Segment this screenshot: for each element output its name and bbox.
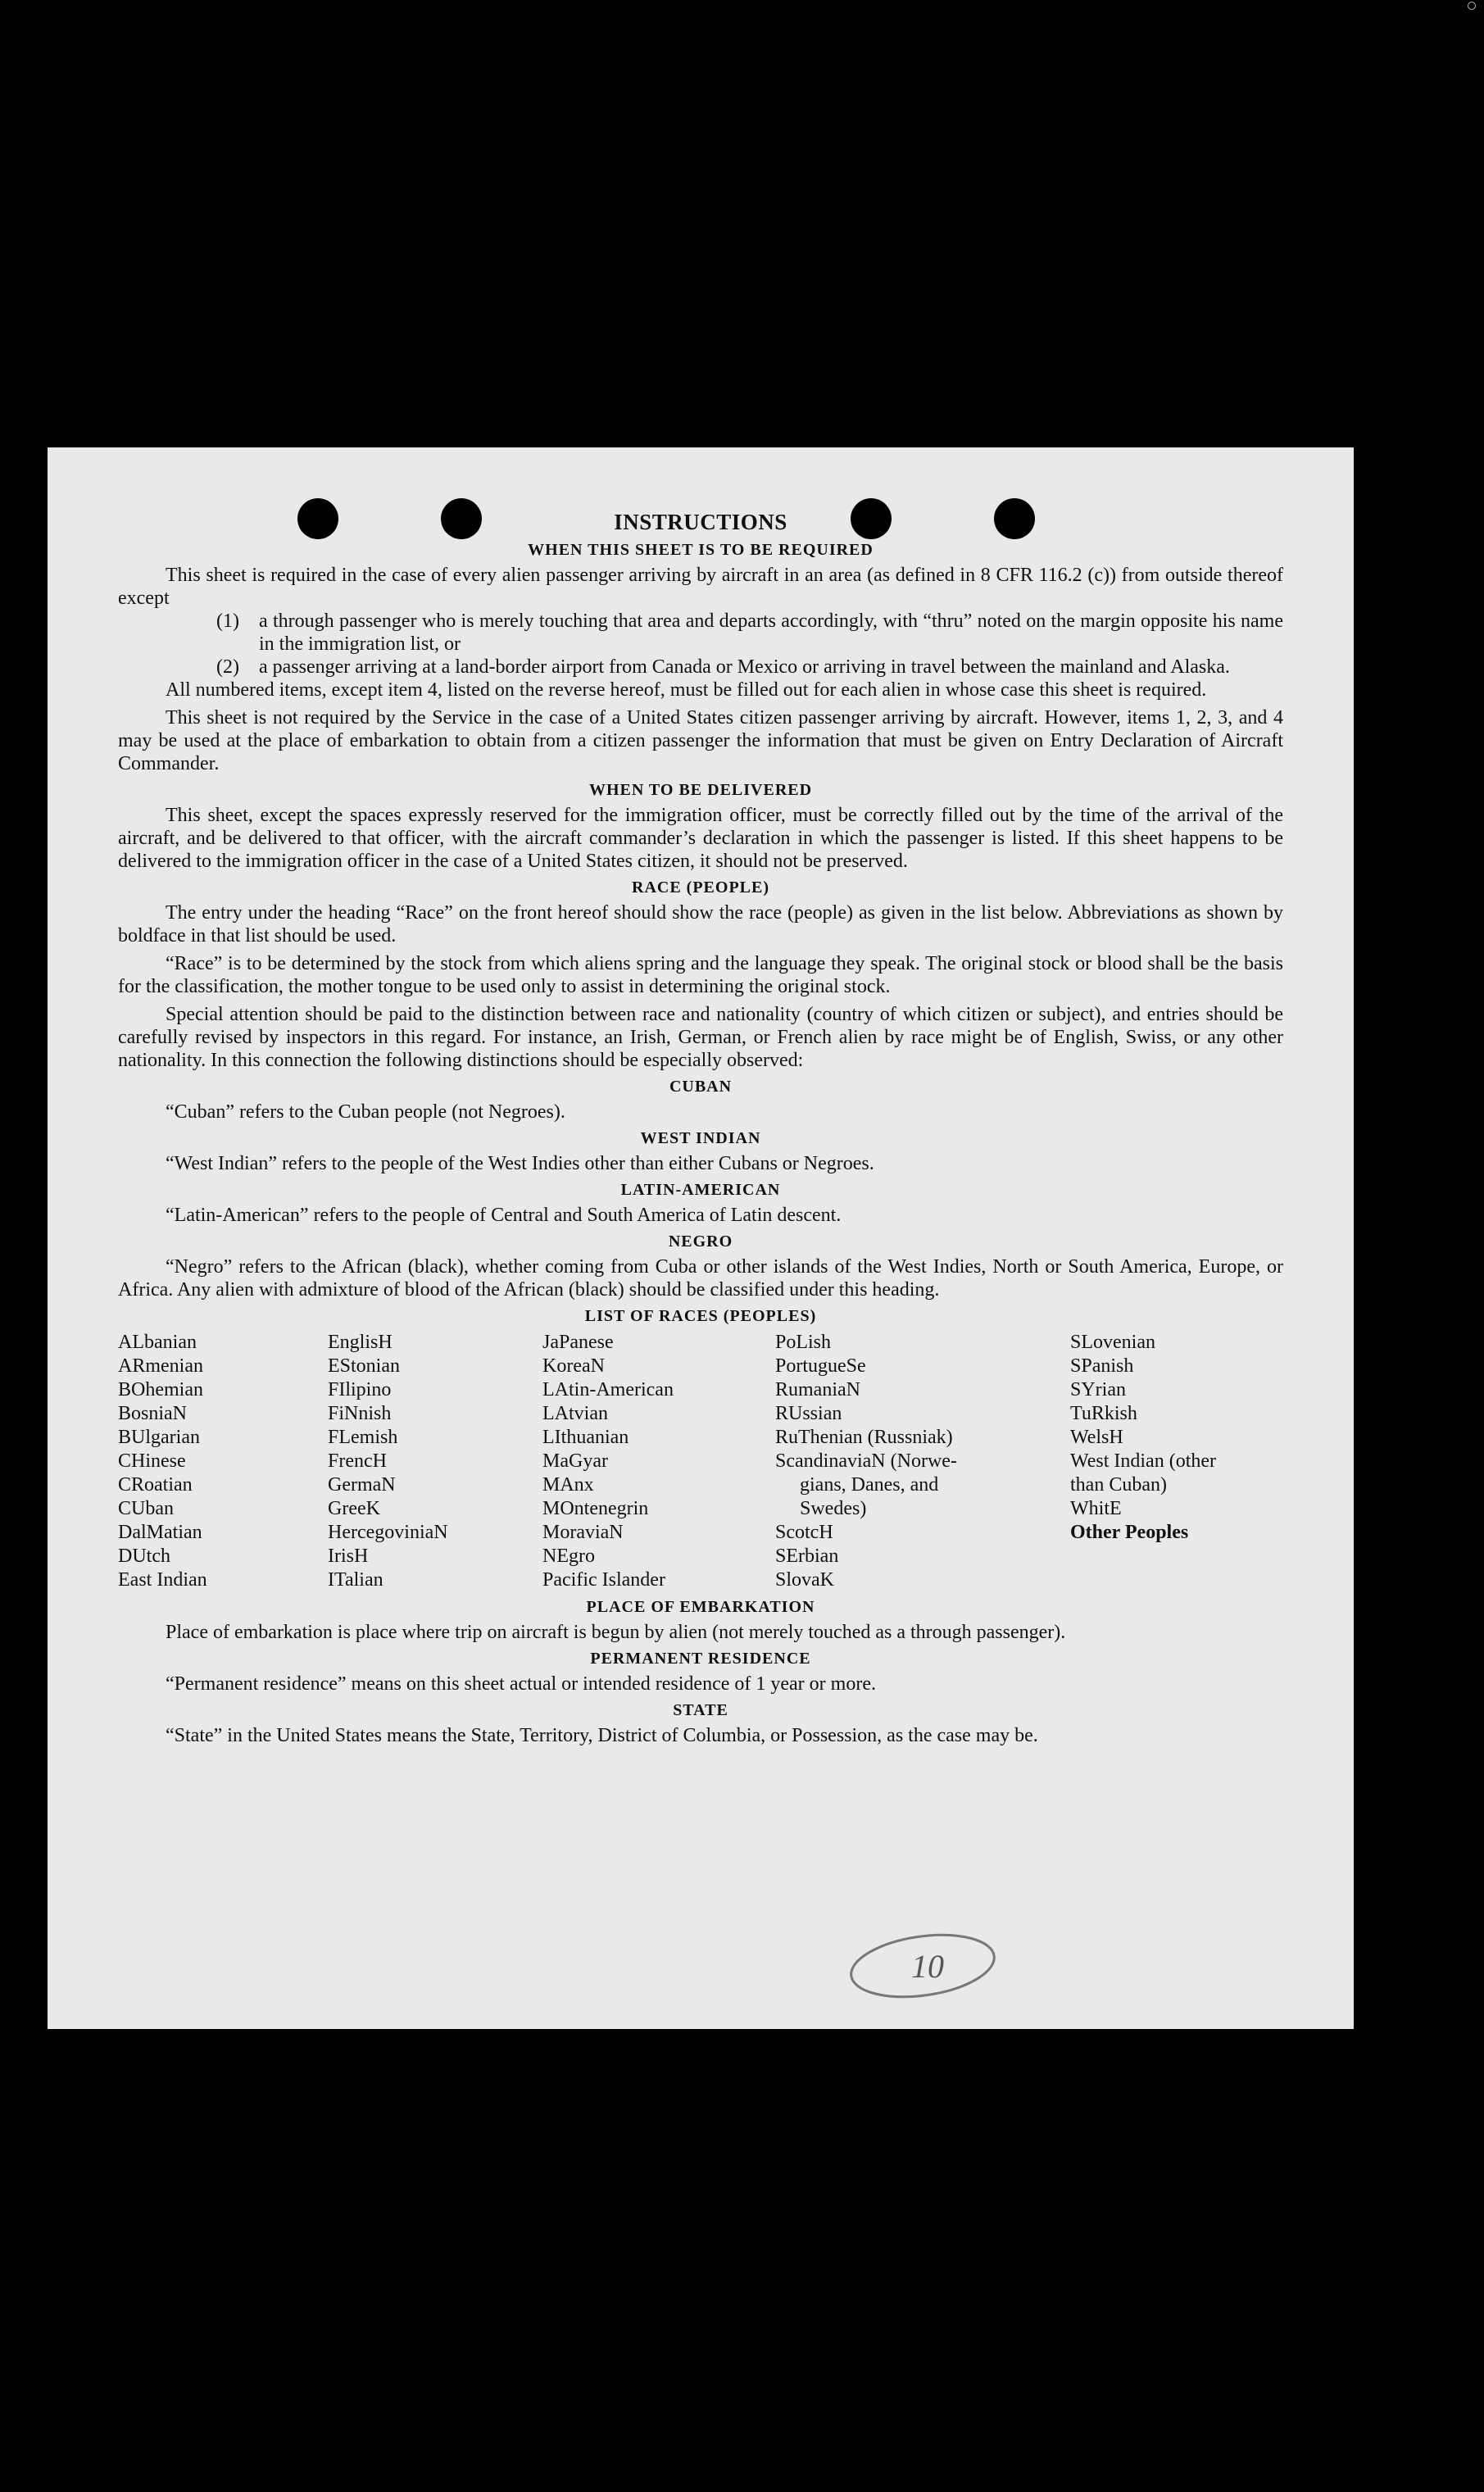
race-entry: FIlipino xyxy=(328,1379,392,1400)
item-text: a through passenger who is merely touching that area and departs accordingly, with “thru” noted on the margin opposite his name in the immigration list, or xyxy=(259,611,1283,655)
heading-race: RACE (PEOPLE) xyxy=(632,878,769,896)
item-number: (2) xyxy=(216,656,239,678)
paragraph: “Race” is to be determined by the stock from which aliens spring and the language they speak. The original stock or blood shall be the basis for the classification, the mother tongue to be used only to assist in determining the original stock. xyxy=(118,953,1283,997)
race-entry: RUssian xyxy=(775,1403,842,1424)
heading-when-delivered: WHEN TO BE DELIVERED xyxy=(588,781,813,799)
punch-hole xyxy=(851,498,892,539)
race-entry: WhitE xyxy=(1070,1498,1122,1519)
race-entry: West Indian (other xyxy=(1070,1450,1217,1472)
paragraph: “Negro” refers to the African (black), whether coming from Cuba or other islands of the West Indies, North or South America, Europe, or Africa. Any alien with admixture of blood of the African (black) should be classified under this heading. xyxy=(118,1256,1283,1300)
race-entry: BOhemian xyxy=(118,1379,203,1400)
heading-state: STATE xyxy=(673,1701,728,1719)
race-entry: MOntenegrin xyxy=(542,1498,649,1519)
race-entry: Other Peoples xyxy=(1070,1522,1189,1543)
race-entry: BosniaN xyxy=(118,1403,187,1424)
heading-permanent-residence: PERMANENT RESIDENCE xyxy=(590,1650,811,1668)
races-column xyxy=(1070,1331,1283,1592)
item-text: a passenger arriving at a land-border airport from Canada or Mexico or arriving in travel between the mainland and Alaska. xyxy=(259,656,1230,678)
heading-west-indian: WEST INDIAN xyxy=(640,1129,761,1147)
race-entry: DalMatian xyxy=(118,1522,202,1543)
paragraph: This sheet is required in the case of every alien passenger arriving by aircraft in an area (as defined in 8 CFR 116.2 (c)) from outside thereof except xyxy=(118,565,1283,609)
race-entry: GreeK xyxy=(328,1498,380,1519)
race-entry: than Cuban) xyxy=(1070,1474,1167,1496)
paragraph: All numbered items, except item 4, listed on the reverse hereof, must be filled out for each alien in whose case this sheet is required. xyxy=(166,679,1207,701)
paragraph: “State” in the United States means the State, Territory, District of Columbia, or Possession, as the case may be. xyxy=(166,1725,1038,1746)
corner-dot xyxy=(1468,2,1476,10)
paragraph: Place of embarkation is place where trip on aircraft is begun by alien (not merely touched as a through passenger). xyxy=(166,1622,1066,1643)
race-entry: KoreaN xyxy=(542,1355,605,1377)
numbered-item xyxy=(118,610,1283,656)
heading-negro: NEGRO xyxy=(668,1232,733,1251)
race-entry: East Indian xyxy=(118,1569,207,1591)
race-entry: CUban xyxy=(118,1498,174,1519)
race-entry: BUlgarian xyxy=(118,1427,200,1448)
punch-hole xyxy=(297,498,338,539)
race-entry: PortugueSe xyxy=(775,1355,866,1377)
race-entry: MoraviaN xyxy=(542,1522,624,1543)
race-entry: ScotcH xyxy=(775,1522,833,1543)
races-column xyxy=(775,1331,1070,1592)
page-title: INSTRUCTIONS xyxy=(614,510,787,534)
races-column xyxy=(118,1331,328,1592)
race-entry: LAtvian xyxy=(542,1403,608,1424)
race-entry: FiNnish xyxy=(328,1403,392,1424)
race-entry: HercegoviniaN xyxy=(328,1522,448,1543)
race-entry: Pacific Islander xyxy=(542,1569,665,1591)
race-entry: DUtch xyxy=(118,1546,170,1567)
handwritten-mark-text: 10 xyxy=(911,1948,944,1985)
race-entry: gians, Danes, and xyxy=(800,1474,939,1496)
handwritten-circled-number xyxy=(844,1930,1008,2004)
paragraph: “Permanent residence” means on this sheet actual or intended residence of 1 year or more. xyxy=(166,1673,876,1695)
race-entry: ScandinaviaN (Norwe- xyxy=(775,1450,957,1472)
race-entry: ITalian xyxy=(328,1569,383,1591)
paragraph: “West Indian” refers to the people of the West Indies other than either Cubans or Negroes. xyxy=(166,1153,874,1174)
race-entry: FLemish xyxy=(328,1427,398,1448)
race-entry: GermaN xyxy=(328,1474,396,1496)
race-entry: SPanish xyxy=(1070,1355,1134,1377)
race-entry: ALbanian xyxy=(118,1332,197,1353)
heading-when-required: WHEN THIS SHEET IS TO BE REQUIRED xyxy=(528,541,874,559)
instruction-sheet xyxy=(48,447,1354,2029)
race-entry: ARmenian xyxy=(118,1355,203,1377)
race-entry: LIthuanian xyxy=(542,1427,629,1448)
paragraph: The entry under the heading “Race” on the front hereof should show the race (people) as given in the list below. Abbreviations as shown by boldface in that list should be used. xyxy=(118,902,1283,946)
race-entry: MaGyar xyxy=(542,1450,608,1472)
heading-cuban: CUBAN xyxy=(669,1078,733,1096)
race-entry: NEgro xyxy=(542,1546,595,1567)
paragraph: “Cuban” refers to the Cuban people (not Negroes). xyxy=(166,1101,565,1123)
race-entry: LAtin-American xyxy=(542,1379,674,1400)
punch-hole xyxy=(441,498,482,539)
race-entry: RuThenian (Russniak) xyxy=(775,1427,953,1448)
race-entry: IrisH xyxy=(328,1546,369,1567)
race-entry: SYrian xyxy=(1070,1379,1126,1400)
numbered-item xyxy=(118,656,1283,679)
paragraph: This sheet is not required by the Service in the case of a United States citizen passenger arriving by aircraft. However, items 1, 2, 3, and 4 may be used at the place of embarkation to obtain from a citizen passenger the information that must be given on Entry Declaration of Aircraft Commander. xyxy=(118,707,1283,774)
race-entry: SlovaK xyxy=(775,1569,834,1591)
race-entry: EnglisH xyxy=(328,1332,393,1353)
race-entry: TuRkish xyxy=(1070,1403,1137,1424)
race-entry: CHinese xyxy=(118,1450,186,1472)
races-column xyxy=(328,1331,542,1592)
races-column xyxy=(542,1331,775,1592)
race-entry: CRoatian xyxy=(118,1474,193,1496)
item-number: (1) xyxy=(216,611,239,632)
race-entry: JaPanese xyxy=(542,1332,614,1353)
races-list xyxy=(118,1331,1283,1592)
paragraph: “Latin-American” refers to the people of Central and South America of Latin descent. xyxy=(166,1205,842,1226)
race-entry: SLovenian xyxy=(1070,1332,1155,1353)
race-entry: WelsH xyxy=(1070,1427,1123,1448)
heading-latin-american: LATIN-AMERICAN xyxy=(620,1181,781,1199)
paragraph: This sheet, except the spaces expressly reserved for the immigration officer, must be correctly filled out by the time of the arrival of the aircraft, and be delivered to that officer, with the aircraft commander’s declaration in which the passenger is listed. If this sheet happens to be delivered to the immigration officer in the case of a United States citizen, it should not be preserved. xyxy=(118,805,1283,872)
race-entry: FrencH xyxy=(328,1450,387,1472)
paragraph: Special attention should be paid to the distinction between race and nationality (country of which citizen or subject), and entries should be carefully revised by inspectors in this regard. For instance, an Irish, German, or French alien by race might be of English, Swiss, or any other nationality. In this connection the following distinctions should be especially observed: xyxy=(118,1004,1283,1071)
race-entry: PoLish xyxy=(775,1332,832,1353)
punch-hole xyxy=(994,498,1035,539)
race-entry: MAnx xyxy=(542,1474,594,1496)
race-entry: EStonian xyxy=(328,1355,400,1377)
race-entry: RumaniaN xyxy=(775,1379,860,1400)
race-entry: Swedes) xyxy=(800,1498,867,1519)
heading-embarkation: PLACE OF EMBARKATION xyxy=(586,1598,815,1616)
race-entry: SErbian xyxy=(775,1546,839,1567)
heading-list-of-races: LIST OF RACES (PEOPLES) xyxy=(584,1307,817,1325)
